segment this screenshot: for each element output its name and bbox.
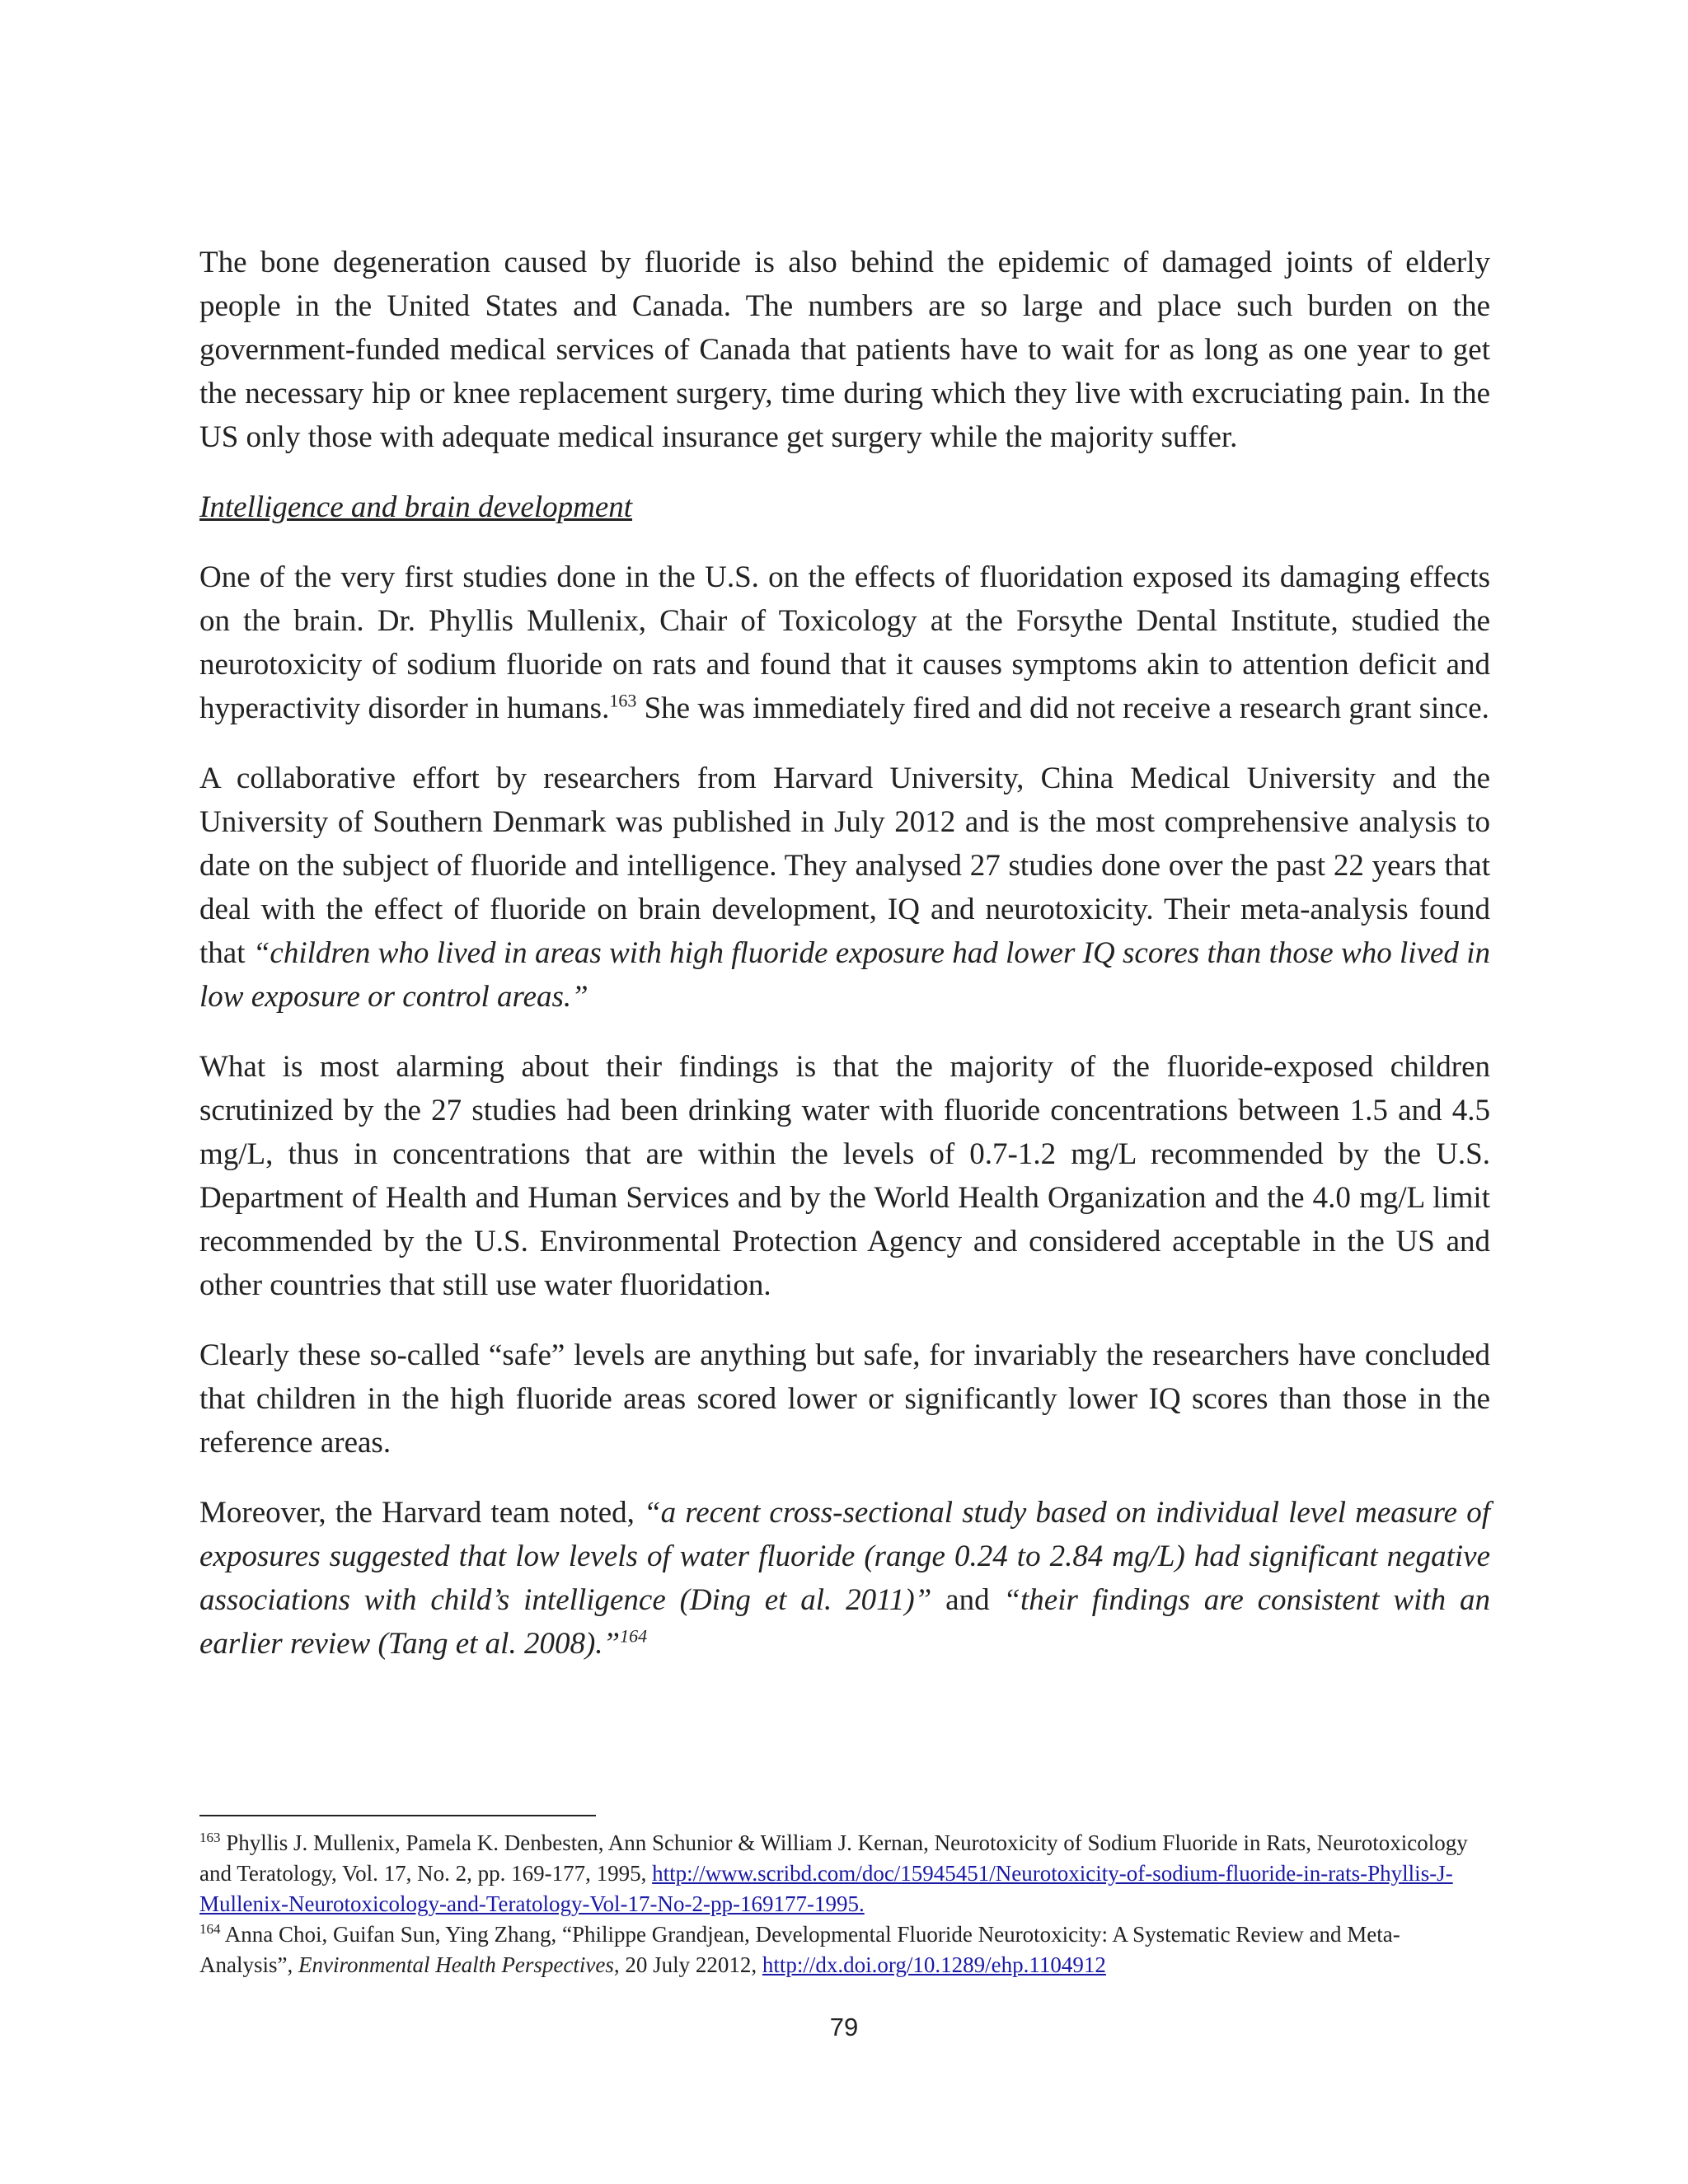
footnote-164-journal: Environmental Health Perspectives — [298, 1952, 614, 1977]
page-number: 79 — [829, 2013, 859, 2041]
paragraph-harvard-team — [199, 1491, 1490, 1666]
earlier-review-quote: “their findings are consistent with an earlier review (Tang et al. 2008).” — [199, 1583, 1490, 1661]
footnotes — [199, 1815, 1490, 1980]
paragraph-safe-levels: Clearly these so-called “safe” levels are anything but safe, for invariably the researchers have concluded that children in the high fluoride areas scored lower or significantly lower IQ scores than those in the reference areas. — [199, 1338, 1490, 1460]
footnote-163-text: Phyllis J. Mullenix, Pamela K. Denbesten, Ann Schunior & William J. Kernan, Neurotoxicity of Sodium Fluoride in Rats, Neurotoxicology and Teratology, Vol. 17, No. 2, pp. 169-177, 1995, — [199, 1830, 1468, 1886]
footnote-number-164: 164 — [199, 1921, 221, 1937]
paragraph-bone-degeneration: The bone degeneration caused by fluoride is also behind the epidemic of damaged joints of elderly people in the United States and Canada. The numbers are so large and place such burden on the government-funded medical services of Canada that patients have to wait for as long as one year to get the necessary hip or knee replacement surgery, time during which they live with excruciating pain. In the US only those with adequate medical insurance get surgery while the majority suffer. — [199, 246, 1490, 454]
footnote-divider — [199, 1815, 596, 1816]
paragraph-harvard-team-text: Moreover, the Harvard team noted, — [199, 1496, 645, 1530]
footnote-163-link[interactable]: http://www.scribd.com/doc/15945451/Neurotoxicity-of-sodium-fluoride-in-rats-Phyllis-J-Mullenix-Neurotoxicology-and-Teratology-Vol-17-No-2-pp-169177-1995. — [199, 1861, 1453, 1916]
footnote-164-text: Anna Choi, Guifan Sun, Ying Zhang, “Philippe Grandjean, Developmental Fluoride Neurotoxicity: A Systematic Review and Meta-Analysis”, — [199, 1922, 1400, 1977]
section-heading: Intelligence and brain development — [199, 490, 633, 524]
body-text — [199, 241, 1490, 1692]
paragraph-concentrations: What is most alarming about their findings is that the majority of the fluoride-exposed children scrutinized by the 27 studies had been drinking water with fluoride concentrations between 1.5 and 4.5 mg/L, thus in concentrations that are within the levels of 0.7-1.2 mg/L recommended by the U.S. Department of Health and Human Services and by the World Health Organization and the 4.0 mg/L limit recommended by the U.S. Environmental Protection Agency and considered acceptable in the US and other countries that still use water fluoridation. — [199, 1050, 1490, 1302]
footnote-164-link[interactable]: http://dx.doi.org/10.1289/ehp.1104912 — [762, 1952, 1106, 1977]
paragraph-mullenix-text: One of the very first studies done in the U.S. on the effects of fluoridation exposed its damaging effects on the brain. Dr. Phyllis Mullenix, Chair of Toxicology at the Forsythe Dental Institute, studied the neurotoxicity of sodium fluoride on rats and found that it causes symptoms akin to attention deficit and hyperactivity disorder in humans. — [199, 560, 1490, 725]
footnote-163 — [199, 1828, 1490, 1919]
paragraph-mullenix-text-end: She was immediately fired and did not receive a research grant since. — [636, 691, 1489, 725]
paragraph-harvard-study-text: A collaborative effort by researchers from Harvard University, China Medical University and the University of Southern Denmark was published in July 2012 and is the most comprehensive analysis to date on the subject of fluoride and intelligence. They analysed 27 studies done over the past 22 years that deal with the effect of fluoride on brain development, IQ and neurotoxicity. Their meta-analysis found that — [199, 762, 1490, 970]
cross-sectional-quote: “a recent cross-sectional study based on individual level measure of exposures suggested that low levels of water fluoride (range 0.24 to 2.84 mg/L) had significant negative associations with child’s intelligence (Ding et al. 2011)” — [199, 1496, 1490, 1617]
paragraph-harvard-team-and: and — [931, 1583, 1004, 1617]
footnote-number-163: 163 — [199, 1830, 221, 1845]
harvard-quote: “children who lived in areas with high fluoride exposure had lower IQ scores than those who lived in low exposure or control areas.” — [199, 936, 1491, 1014]
paragraph-harvard-study — [199, 757, 1490, 1019]
footnote-ref-164[interactable]: 164 — [620, 1625, 648, 1647]
footnote-ref-163[interactable]: 163 — [609, 690, 637, 711]
footnote-164 — [199, 1919, 1490, 1980]
footnote-164-date: , 20 July 22012, — [613, 1952, 762, 1977]
paragraph-mullenix — [199, 555, 1490, 730]
